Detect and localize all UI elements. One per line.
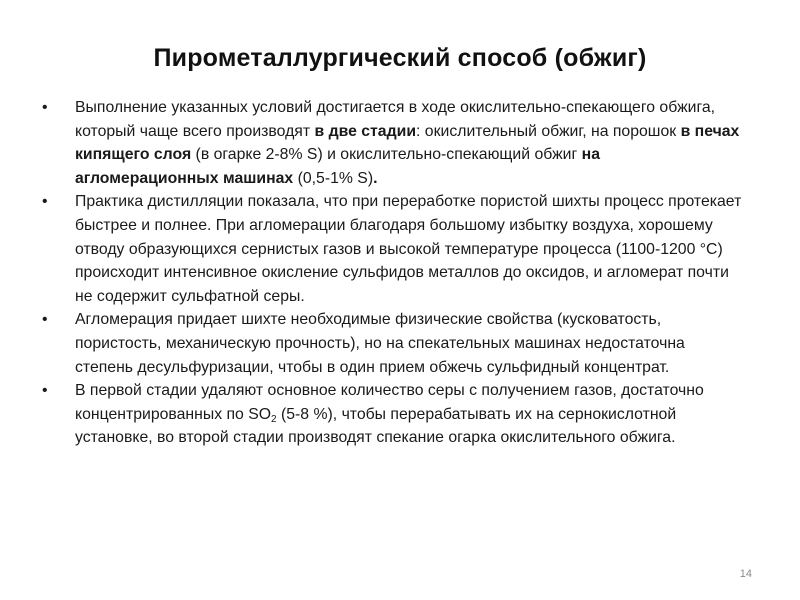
bullet-item [42,379,742,450]
bold-text: в печах кипящего слоя [75,122,740,164]
bold-text: . [373,169,378,187]
bullet-text: : окислительный обжиг, на порошок [416,122,681,140]
bullet-dot-icon: • [42,382,48,400]
bullet-list [42,96,742,450]
slide-title: Пирометаллургический способ (обжиг) [153,44,647,72]
bullet-text: В первой стадии удаляют основное количество серы с получением газов, достаточно концентрированных по SO [75,382,704,423]
bold-text: на агломерационных машинах [75,146,600,187]
bullet-dot-icon: • [42,99,48,116]
page-number: 14 [739,568,752,580]
bold-text: в две стадии [314,122,417,140]
bullet-dot-icon: • [42,311,48,329]
bullet-text: (в огарке 2-8% S) и окислительно-спекающий обжиг [191,146,582,164]
bullet-text: Практика дистилляции показала, что при переработке пористой шихты процесс протекает быстрее и полнее. При агломерации благодаря большому избытку воздуха, хорошему отводу образующихся сернистых газов и высокой температуре процесса (1100-1200 °С) происходит интенсивное окисление сульфидов металлов до оксидов, и агломерат почти не содержит сульфатной серы. [75,193,742,305]
bullet-item [42,308,742,379]
bullet-text: Агломерация придает шихте необходимые физические свойства (кусковатость, пористость, механическую прочность), но на спекательных машинах недостаточна степень десульфуризации, чтобы в один прием обжечь сульфидный концентрат. [75,311,685,376]
subscript-text: 2 [271,413,277,425]
bullet-text: (5-8 %), чтобы перерабатывать их на сернокислотной установке, во второй стадии производят спекание огарка окислительного обжига. [75,405,677,447]
bullet-text: (0,5-1% S) [293,169,374,187]
bullet-text: Выполнение указанных условий достигается в ходе окислительно-спекающего обжига, который чаще всего производят [75,99,716,140]
bullet-dot-icon: • [42,193,48,211]
bullet-item [42,96,742,190]
bullet-item [42,190,742,308]
